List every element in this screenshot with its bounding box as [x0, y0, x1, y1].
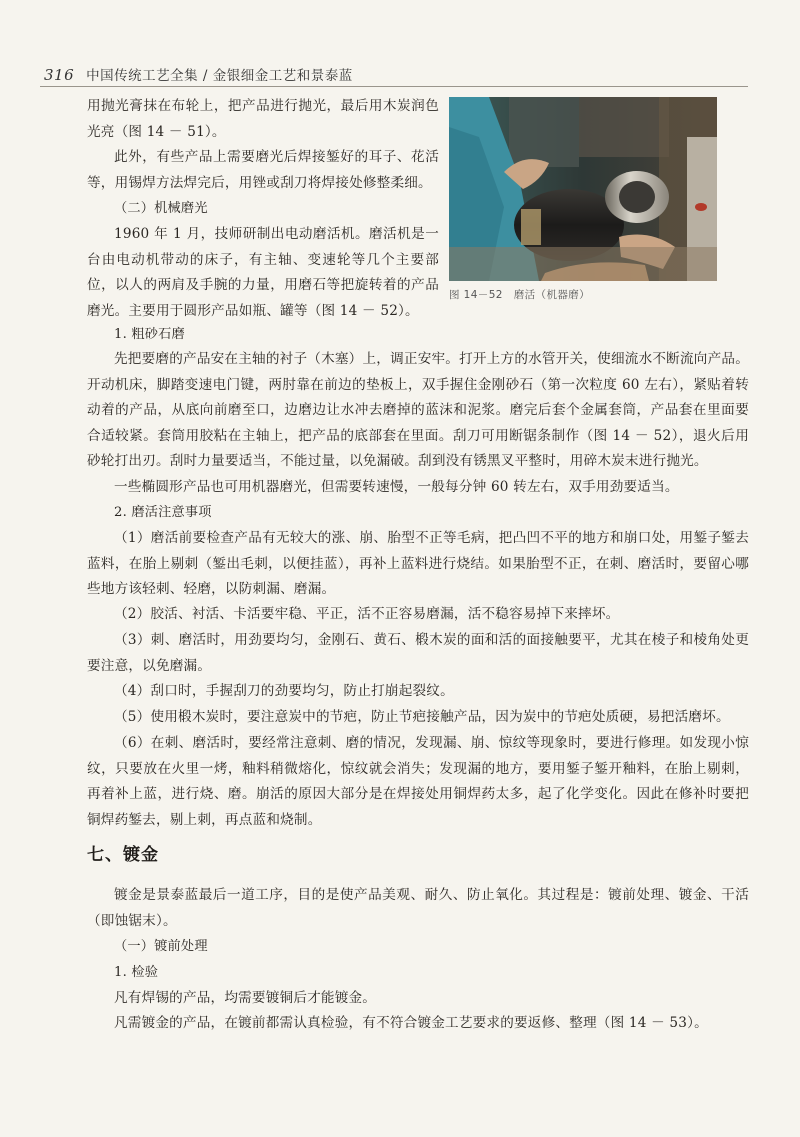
book-title: 中国传统工艺全集 / 金银细金工艺和景泰蓝	[86, 68, 353, 84]
paragraph-note-1: （1）磨活前要检查产品有无较大的涨、崩、胎型不正等毛病，把凸凹不平的地方和崩口处，用錾子錾去蓝料，在胎上剔刺（錾出毛刺，以便挂蓝），再补上蓝料进行烧结。如果胎型不正，在刺、磨活时，要留心哪些地方该轻刺、轻磨，以防刺漏、磨漏。	[87, 530, 749, 598]
subheading-pre-treatment: （一）镀前处理	[114, 939, 208, 954]
photo-machine-polishing	[449, 97, 717, 281]
page-number: 316	[44, 66, 75, 84]
running-header	[44, 64, 744, 84]
header-rule	[40, 86, 748, 87]
paragraph-copper-plating: 凡有焊锡的产品，均需要镀铜后才能镀金。	[114, 990, 377, 1006]
paragraph-note-4: （4）刮口时，手握刮刀的劲要均匀，防止打崩起裂纹。	[114, 683, 454, 699]
section-heading-gilding: 七、镀金	[87, 845, 159, 865]
subheading-coarse-stone: 1. 粗砂石磨	[114, 327, 185, 342]
paragraph-machine-intro: 1960 年 1 月，技师研制出电动磨活机。磨活机是一台由电动机带动的床子，有主轴、变速轮等几个主要部位，以人的两肩及手腕的力量，用磨石等把旋转着的产品磨光。主要用于圆形产品如瓶、罐等（图 14 － 52）。	[87, 226, 439, 319]
paragraph-note-5: （5）使用椴木炭时，要注意炭中的节疤，防止节疤接触产品，因为炭中的节疤处质硬，易把活磨坏。	[114, 709, 730, 725]
subheading-machine-polishing: （二）机械磨光	[114, 201, 208, 216]
paragraph-inspection-rework: 凡需镀金的产品，在镀前都需认真检验，有不符合镀金工艺要求的要返修、整理（图 14 － 53）。	[114, 1015, 708, 1031]
paragraph-solder-parts: 此外，有些产品上需要磨光后焊接錾好的耳子、花活等，用锡焊方法焊完后，用锉或刮刀将焊接处修整柔细。	[87, 149, 439, 191]
subheading-notes: 2. 磨活注意事项	[114, 505, 212, 520]
paragraph-coarse-stone: 先把要磨的产品安在主轴的衬子（木塞）上，调正安牢。打开上方的水管开关，使细流水不断流向产品。开动机床，脚踏变速电门键，两肘靠在前边的垫板上，双手握住金刚砂石（第一次粒度 60 左右），紧贴着转动着的产品，从底向前磨至口，边磨边让水冲去磨掉的蓝沫和泥浆。磨完后套个金属套筒，产品套在里面要合适较紧。套筒用胶粘在主轴上，把产品的底部套在里面。刮刀可用断锯条制作（图 14 － 52），退火后用砂轮打出刃。刮时力量要适当，不能过量，以免漏破。刮到没有锈黑叉平整时，用碎木炭末进行抛光。	[87, 351, 749, 470]
paragraph-polish-continued: 用抛光膏抹在布轮上，把产品进行抛光，最后用木炭润色光亮（图 14 － 51）。	[87, 98, 439, 140]
paragraph-note-2: （2）胶活、衬活、卡活要牢稳、平正，活不正容易磨漏，活不稳容易掉下来摔坏。	[114, 606, 620, 622]
paragraph-note-3: （3）刺、磨活时，用劲要均匀，金刚石、黄石、椴木炭的面和活的面接触要平，尤其在棱子和棱角处更要注意，以免磨漏。	[87, 632, 749, 674]
photo-illustration	[449, 97, 717, 281]
paragraph-oval-products: 一些椭圆形产品也可用机器磨光，但需要转速慢，一般每分钟 60 转左右，双手用劲要适当。	[114, 479, 679, 495]
paragraph-gilding-intro: 镀金是景泰蓝最后一道工序，目的是使产品美观、耐久、防止氧化。其过程是：镀前处理、镀金、干活（即蚀锯末）。	[87, 887, 749, 929]
paragraph-note-6: （6）在刺、磨活时，要经常注意刺、磨的情况，发现漏、崩、惊纹等现象时，要进行修理。如发现小惊纹，只要放在火里一烤，釉料稍微熔化，惊纹就会消失；发现漏的地方，要用錾子錾开釉料，在胎上剔刺，再着补上蓝，进行烧、磨。崩活的原因大部分是在焊接处用铜焊药太多，起了化学变化。因此在修补时要把铜焊药錾去，剔上刺，再点蓝和烧制。	[87, 735, 749, 828]
subheading-inspection: 1. 检验	[114, 965, 159, 980]
figure-caption: 图 14－52 磨活（机器磨）	[449, 289, 591, 301]
